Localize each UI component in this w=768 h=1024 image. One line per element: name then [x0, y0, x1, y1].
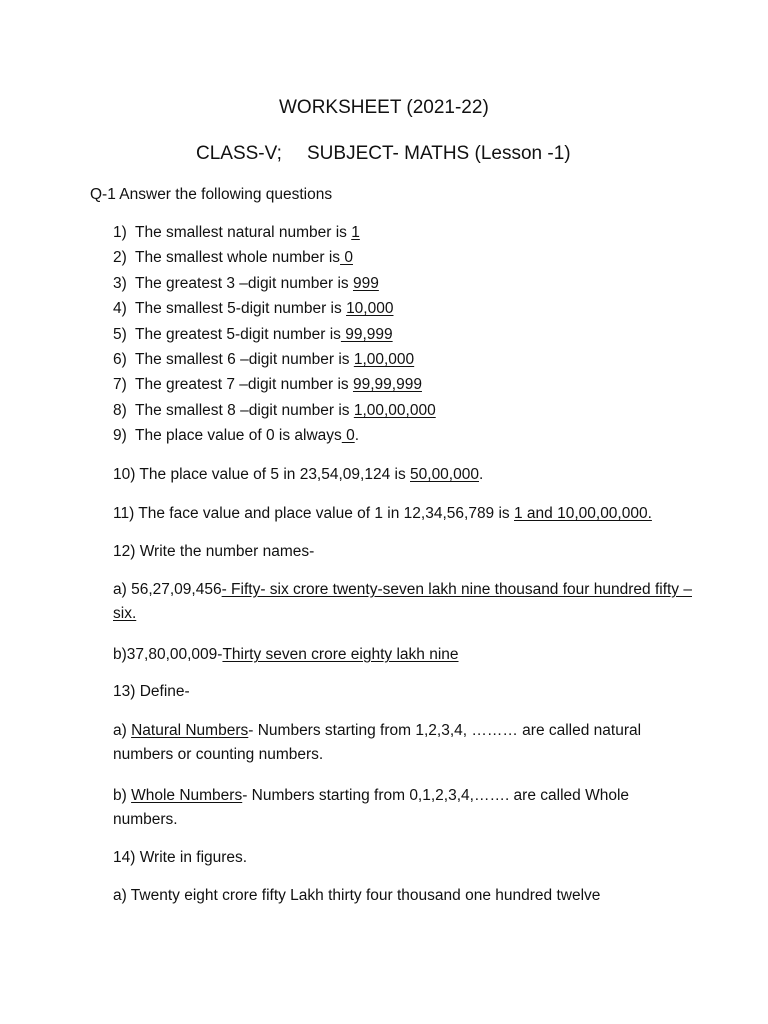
whole-numbers-definition: - Numbers starting from 0,1,2,3,4,……. are called Whole numbers.	[113, 787, 630, 828]
question-12b-answer: Thirty seven crore eighty lakh nine	[222, 646, 459, 663]
list-item-text: The greatest 3 –digit number is	[135, 274, 353, 292]
list-item-text: The greatest 7 –digit number is	[135, 376, 353, 394]
question-10-text: 10) The place value of 5 in 23,54,09,124 is	[113, 466, 411, 483]
list-item	[113, 325, 393, 345]
question-10-suffix: .	[478, 466, 484, 483]
list-item-text: The smallest natural number is	[135, 224, 352, 241]
list-item-text: The smallest 5-digit number is	[135, 300, 347, 318]
list-item-number: 3)	[113, 274, 127, 292]
list-item-number: 4)	[113, 300, 127, 318]
question-13-heading: 13) Define-	[113, 683, 190, 700]
subject-label: SUBJECT- MATHS (Lesson -1)	[307, 143, 571, 164]
question-12a	[113, 578, 693, 626]
list-item-answer: 0	[341, 427, 355, 445]
class-label: CLASS-V;	[196, 143, 282, 164]
definition-whole-numbers	[113, 784, 693, 832]
worksheet-title: WORKSHEET (2021-22)	[279, 97, 489, 118]
list-item	[113, 299, 393, 319]
question-12b-number: b)37,80,00,009-	[113, 646, 223, 663]
list-item-answer: 10,000	[346, 300, 394, 318]
list-item-text: The greatest 5-digit number is	[135, 325, 341, 343]
list-item-number: 2)	[113, 249, 127, 267]
list-item-number: 5)	[113, 325, 127, 343]
question-12a-number: a) 56,27,09,456	[113, 581, 222, 598]
list-item-answer: 1	[351, 224, 360, 241]
list-item-answer: 999	[352, 274, 379, 292]
whole-numbers-term: Whole Numbers	[131, 787, 243, 804]
question-12a-answer: - Fifty- six crore twenty-seven lakh nine thousand four hundred fifty –six.	[113, 581, 692, 622]
question-11-text: 11) The face value and place value of 1 in 12,34,56,789 is	[113, 505, 514, 522]
list-item	[113, 375, 422, 395]
list-item	[113, 401, 436, 421]
definition-natural-numbers	[113, 719, 693, 767]
list-item-answer: 99,999	[340, 325, 393, 343]
list-item-text: The smallest 8 –digit number is	[135, 401, 354, 419]
q1-heading: Q-1 Answer the following questions	[90, 186, 333, 203]
definition-a-prefix: a)	[113, 722, 132, 739]
list-item	[113, 223, 360, 243]
question-12b	[113, 645, 459, 665]
question-10-answer: 50,00,000	[410, 466, 479, 483]
list-item-answer: 1,00,000	[353, 351, 415, 368]
list-item-number: 1)	[113, 224, 127, 241]
list-item	[113, 426, 359, 446]
list-item	[113, 248, 353, 268]
list-item-text: The place value of 0 is always	[135, 427, 342, 445]
question-10	[113, 465, 483, 485]
list-item-number: 8)	[113, 401, 127, 419]
list-item	[113, 274, 379, 294]
list-item-number: 9)	[113, 427, 127, 445]
definition-b-prefix: b)	[113, 787, 132, 804]
natural-numbers-term: Natural Numbers	[131, 722, 249, 739]
question-14-heading: 14) Write in figures.	[113, 849, 248, 866]
question-11-answer: 1 and 10,00,00,000.	[514, 505, 652, 522]
list-item-text: The smallest 6 –digit number is	[135, 351, 354, 368]
list-item	[113, 350, 414, 370]
list-item-answer: 99,99,999	[352, 376, 422, 394]
natural-numbers-definition: - Numbers starting from 1,2,3,4, ……… are called natural numbers or counting numbers.	[113, 722, 642, 763]
question-14a: a) Twenty eight crore fifty Lakh thirty four thousand one hundred twelve	[113, 887, 601, 904]
question-12-heading: 12) Write the number names-	[113, 543, 315, 560]
list-item-number: 6)	[113, 351, 127, 368]
list-item-answer: 0	[340, 249, 353, 267]
list-item-answer: 1,00,00,000	[353, 401, 436, 419]
list-item-number: 7)	[113, 376, 127, 394]
question-11	[113, 504, 652, 524]
list-item-text: The smallest whole number is	[135, 249, 341, 267]
list-item-suffix: .	[354, 427, 360, 445]
